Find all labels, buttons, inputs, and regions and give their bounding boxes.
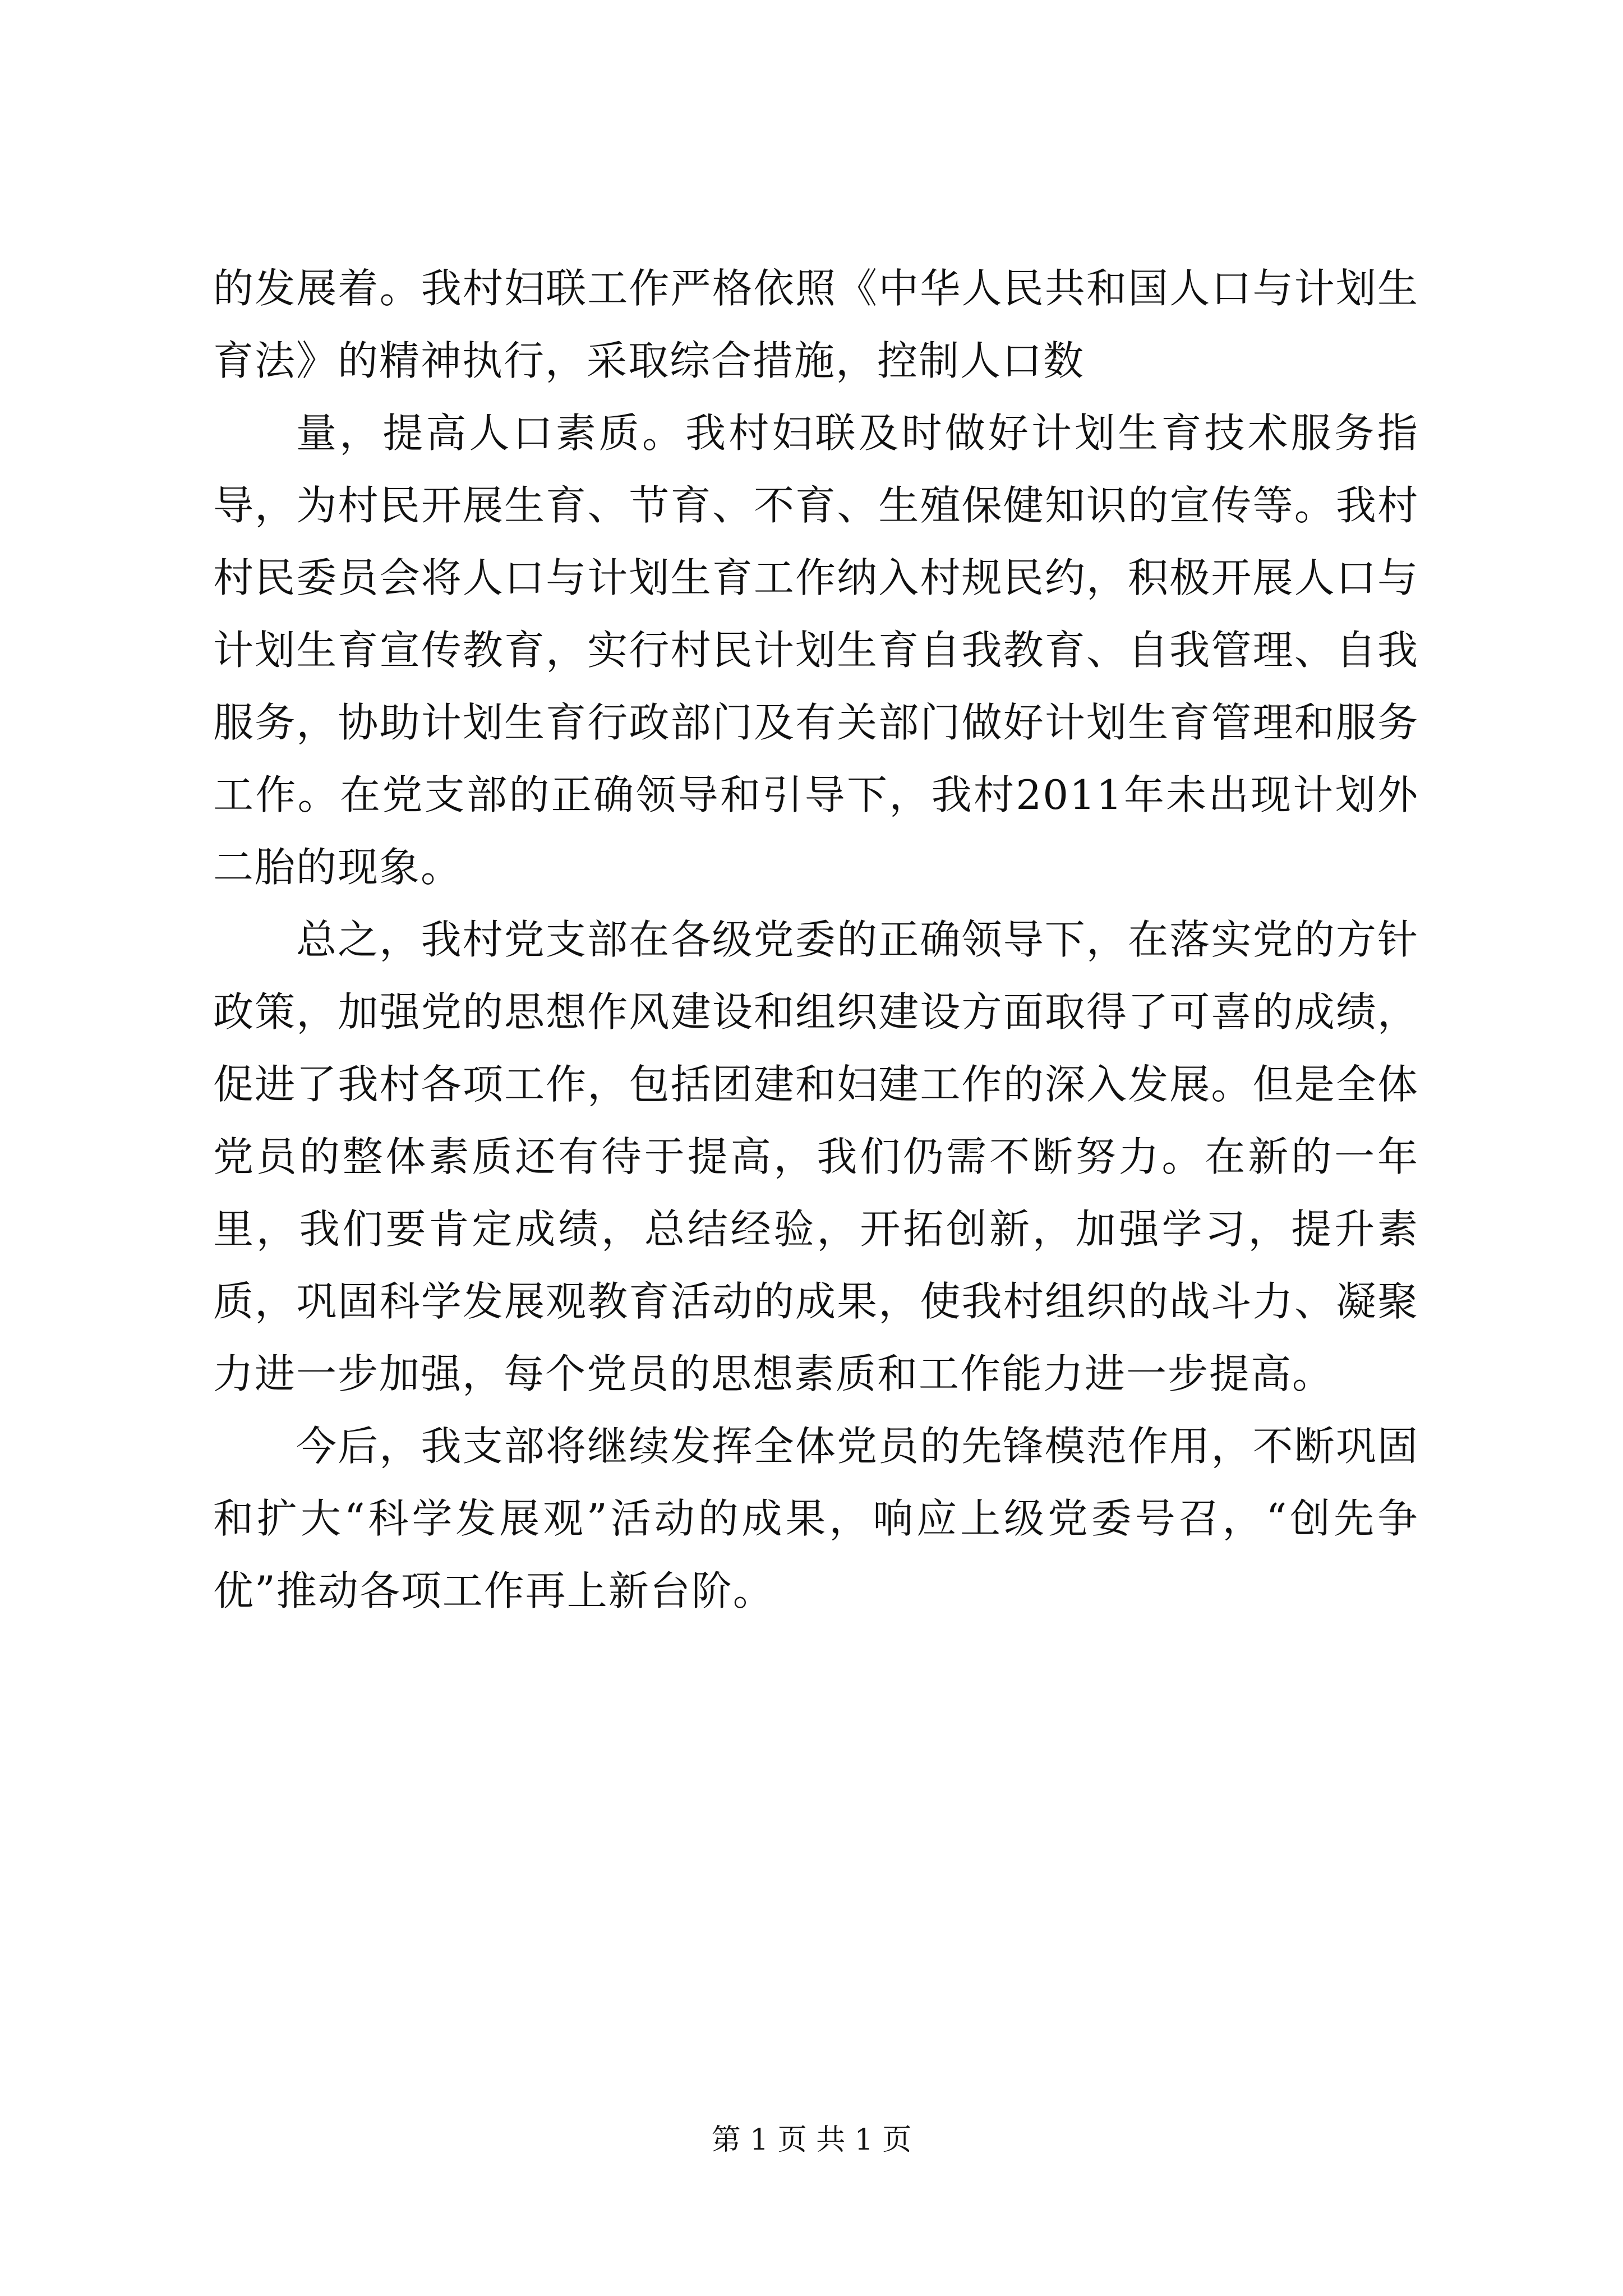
paragraph-future-plan: 今后，我支部将继续发挥全体党员的先锋模范作用，不断巩固和扩大“科学发展观”活动的成果，响应上级党委号召，“创先争优”推动各项工作再上新台阶。: [213, 1423, 1419, 1614]
paragraph-summary: 总之，我村党支部在各级党委的正确领导下，在落实党的方针政策，加强党的思想作风建设和组织建设方面取得了可喜的成绩，促进了我村各项工作，包括团建和妇建工作的深入发展。但是全体党员的整体素质还有待于提高，我们仍需不断努力。在新的一年里，我们要肯定成绩，总结经验，开拓创新，加强学习，提升素质，巩固科学发展观教育活动的成果，使我村组织的战斗力、凝聚力进一步加强，每个党员的思想素质和工作能力进一步提高。: [213, 916, 1419, 1397]
document-body: [213, 252, 1419, 1627]
page-footer: 第 1 页 共 1 页: [711, 2123, 912, 2157]
paragraph-continuation: 的发展着。我村妇联工作严格依照《中华人民共和国人口与计划生育法》的精神执行，采取综合措施，控制人口数: [213, 265, 1419, 384]
paragraph-family-planning: 量，提高人口素质。我村妇联及时做好计划生育技术服务指导，为村民开展生育、节育、不育、生殖保健知识的宣传等。我村村民委员会将人口与计划生育工作纳入村规民约，积极开展人口与计划生育宣传教育，实行村民计划生育自我教育、自我管理、自我服务，协助计划生育行政部门及有关部门做好计划生育管理和服务工作。在党支部的正确领导和引导下，我村2011年未出现计划外二胎的现象。: [213, 409, 1419, 891]
